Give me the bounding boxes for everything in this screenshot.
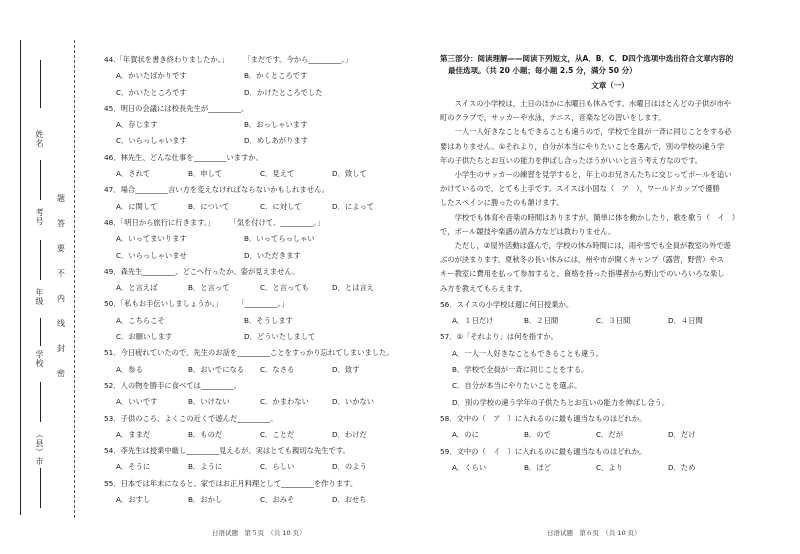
answer-option-row bbox=[440, 365, 780, 375]
passage-line: み方を教えてもらえます。 bbox=[440, 283, 527, 293]
answer-option-row bbox=[104, 136, 424, 146]
answer-option-row bbox=[104, 397, 424, 407]
answer-option: C．と言っても bbox=[260, 283, 309, 293]
answer-option: B．について bbox=[188, 201, 230, 211]
seal-char: 内 bbox=[57, 294, 65, 303]
answer-option-row bbox=[104, 430, 424, 440]
answer-option: C．に対して bbox=[260, 201, 302, 211]
answer-option: B．ように bbox=[188, 462, 223, 472]
question-stem: 55．日本では年末になると、家ではお正月料理として_________を作ります。 bbox=[104, 478, 358, 488]
answer-option: B．いけない bbox=[188, 397, 230, 407]
answer-option: A．１日だけ bbox=[452, 316, 494, 326]
question-stem: 47．場合_________言い方を変えなければならないかもしれません。 bbox=[104, 185, 329, 195]
name-label: 姓名 bbox=[35, 130, 44, 148]
section-subtitle: 最佳选项。（共 20 小题；每小题 2.5 分，满分 50 分） bbox=[448, 66, 637, 75]
question-stem: 51．今日疲れていたので、先生のお話を_________ことをすっかり忘れてしまいました。 bbox=[104, 348, 394, 358]
question-stem: 52．人の物を勝手に食べては_________。 bbox=[104, 380, 241, 390]
answer-option: B．学校で全員が一斉に同じことをする。 bbox=[452, 365, 589, 375]
city-blank-2 bbox=[40, 468, 41, 508]
page-footer-left: 日语试题 第５页 （共 10 页） bbox=[212, 529, 306, 537]
answer-option-row bbox=[104, 316, 424, 326]
passage-line: かけているので，とても上手です。スイスは小国な（ ア ），ワールドカップで優勝 bbox=[440, 184, 720, 194]
question-stem: 59．文中の（ イ ）に入れるのに最も適当なものはどれか。 bbox=[440, 446, 647, 456]
right-question-list bbox=[440, 300, 780, 473]
school-label: 学校 bbox=[35, 350, 44, 368]
answer-option: A．参る bbox=[116, 364, 143, 374]
answer-option: B．いってらっしゃい bbox=[244, 234, 315, 244]
answer-option: C．かいたところです bbox=[116, 87, 187, 97]
answer-option-row bbox=[440, 381, 780, 391]
answer-option: A．おすし bbox=[116, 495, 151, 505]
answer-option: B．ほど bbox=[524, 462, 551, 472]
question-stem: 54．李先生は授業中厳し_________見えるが、実はとても親切な先生です。 bbox=[104, 446, 350, 456]
question-stem: 53．子供のころ、よくこの近くで遊んだ_________。 bbox=[104, 413, 278, 423]
passage-line: したスペインに勝ったのも頷けます。 bbox=[440, 198, 564, 208]
answer-option-row bbox=[104, 332, 424, 342]
answer-option: B．おかし bbox=[188, 495, 223, 505]
answer-option: B．おっしゃいます bbox=[244, 120, 308, 130]
answer-option: D．のよう bbox=[332, 462, 367, 472]
passage-line: ぶのが決まります。夏秋冬の長い休みには，州や市が開くキャンプ（露营，野营）やス bbox=[440, 255, 724, 265]
question-stem: 56．スイスの小学校は週に何日授業か。 bbox=[440, 299, 574, 309]
answer-option: C．お願いします bbox=[116, 332, 173, 342]
class-blank bbox=[40, 240, 41, 280]
answer-option: A．一人一人好きなこともできることも違う。 bbox=[452, 348, 603, 358]
answer-option: A．存じます bbox=[116, 120, 158, 130]
number-label: 考号 bbox=[35, 208, 44, 226]
answer-option: D．致して bbox=[332, 169, 367, 179]
answer-option: D．ため bbox=[668, 462, 696, 472]
answer-option-row bbox=[440, 398, 780, 408]
answer-option-row bbox=[440, 349, 780, 359]
seal-char: 题 bbox=[57, 194, 65, 203]
passage-line: ただし，②屋外活動は盛んで，学校の休み時間には，雨や雪でも全員が教室の外で遊 bbox=[440, 241, 731, 251]
answer-option: A．かいたばかりです bbox=[116, 71, 187, 81]
answer-option: B．ので bbox=[524, 430, 551, 440]
binding-margin bbox=[0, 0, 92, 554]
answer-option: D．いかない bbox=[332, 397, 375, 407]
answer-option: D．４日間 bbox=[668, 316, 703, 326]
answer-option: C．自分が本当にやりたいことを選ぶ。 bbox=[452, 381, 582, 391]
answer-option: A．と言えば bbox=[116, 283, 158, 293]
answer-option-row bbox=[104, 88, 424, 98]
answer-option: C．なさる bbox=[260, 364, 295, 374]
answer-option: C．より bbox=[596, 462, 623, 472]
answer-option: D．致す bbox=[332, 364, 360, 374]
answer-option: D．どういたしまして bbox=[244, 332, 316, 342]
question-stem: 48．「明日から旅行に行きます。」 「気を付けて、_________。」 bbox=[104, 217, 325, 227]
answer-option: D．によって bbox=[332, 201, 375, 211]
answer-option: A．そうに bbox=[116, 462, 151, 472]
passage-line: 要はありません。①それより，自分が本当にやりたいことを選んで，別の学校の違う学 bbox=[440, 141, 725, 151]
answer-option-row bbox=[104, 71, 424, 81]
answer-option: D．とは言え bbox=[332, 283, 375, 293]
answer-option: B．そうします bbox=[244, 315, 293, 325]
answer-option-row bbox=[104, 120, 424, 130]
answer-option: A．のに bbox=[452, 430, 479, 440]
answer-option-row bbox=[104, 283, 424, 293]
seal-char: 不 bbox=[57, 269, 65, 278]
answer-option: D．めしあがります bbox=[244, 136, 308, 146]
answer-option: C．だが bbox=[596, 430, 623, 440]
answer-option: D．だけ bbox=[668, 430, 696, 440]
answer-option: C．いらっしゃいます bbox=[116, 136, 187, 146]
answer-option: C．見えて bbox=[260, 169, 295, 179]
answer-option: D．かけたところでした bbox=[244, 87, 323, 97]
answer-option-row bbox=[440, 316, 780, 326]
seal-char: 答 bbox=[57, 219, 65, 228]
section-title: 第三部分：阅读理解——阅读下列短文，从A．B．C．D四个选项中选出符合文章内容的 bbox=[440, 54, 734, 63]
answer-option: D．別の学校の違う学年の子供たちとお互いの能力を伸ばし合う。 bbox=[452, 397, 670, 407]
answer-option: A．に関して bbox=[116, 201, 158, 211]
question-stem: 46．林先生、どんな仕事を_________いますか。 bbox=[104, 152, 263, 162]
answer-option-row bbox=[104, 234, 424, 244]
answer-option: B．おいでになる bbox=[188, 364, 245, 374]
passage-line: キー教室に費用を払って参加すると，資格を持った指導者から野山でのいろいろな楽し bbox=[440, 269, 725, 279]
answer-option-row bbox=[104, 495, 424, 505]
margin-border-line bbox=[20, 40, 21, 515]
answer-option: A．いってまいります bbox=[116, 234, 187, 244]
passage-line: 年の子供たちとお互いの能力を伸ばし合ったほうがいいと言う考え方なのです。 bbox=[440, 155, 703, 165]
answer-option-row bbox=[440, 430, 780, 440]
seal-dashed-line bbox=[74, 40, 75, 518]
answer-option: B．２日間 bbox=[524, 316, 559, 326]
passage-line: 小学生のサッカーの練習を見学すると，年上のお兄さんたちに交じってボールを追い bbox=[440, 170, 732, 180]
seal-char: 封 bbox=[57, 344, 65, 353]
answer-option: C．おみそ bbox=[260, 495, 295, 505]
answer-option: B．かくところです bbox=[244, 71, 308, 81]
answer-option: D．いただきます bbox=[244, 250, 301, 260]
school-blank bbox=[40, 318, 41, 346]
answer-option-row bbox=[104, 462, 424, 472]
page-footer-right: 日语试题 第６页 （共 10 页） bbox=[547, 529, 641, 537]
passage-line: 町のクラブで，サッカーや水泳，テニス，音楽などの習いをします。 bbox=[440, 113, 666, 123]
name-blank bbox=[40, 60, 41, 108]
right-reading-column bbox=[440, 53, 780, 479]
answer-option: C．かまわない bbox=[260, 397, 309, 407]
answer-option: D．わけだ bbox=[332, 429, 367, 439]
passage-line: で，ボール競技や楽譜の読み方などは教わりません。 bbox=[440, 226, 616, 236]
question-stem: 58．文中の（ ア ）に入れるのに最も適当なものはどれか。 bbox=[440, 413, 647, 423]
question-stem: 50．「私もお手伝いしましょうか。」 「_________。」 bbox=[104, 299, 289, 309]
city-blank bbox=[40, 382, 41, 422]
answer-option: A．こちらこそ bbox=[116, 315, 165, 325]
city-label: （县）市 bbox=[35, 430, 44, 466]
question-stem: 49．森先生_________、どこへ行ったか、姿が見えません。 bbox=[104, 266, 300, 276]
question-stem: 44.「年賀状を書き終わりましたか。」 「まだです。今から_________。」 bbox=[104, 55, 353, 64]
answer-option: C．３日間 bbox=[596, 316, 631, 326]
answer-option: D．おせち bbox=[332, 495, 367, 505]
question-stem: 45．明日の会議には校長先生が_________。 bbox=[104, 103, 249, 113]
passage-body bbox=[440, 97, 780, 296]
answer-option: A．いいです bbox=[116, 397, 158, 407]
answer-option-row bbox=[104, 251, 424, 261]
answer-option: B．ものだ bbox=[188, 429, 223, 439]
answer-option: B．申して bbox=[188, 169, 223, 179]
left-question-column bbox=[104, 55, 424, 511]
answer-option: C．いらっしゃいませ bbox=[116, 250, 187, 260]
number-blank bbox=[40, 160, 41, 200]
question-stem: 57．①「それより」は何を指すか。 bbox=[440, 332, 558, 342]
passage-title: 文章（一） bbox=[591, 81, 629, 90]
answer-option: A．ままだ bbox=[116, 429, 151, 439]
answer-option-row bbox=[104, 202, 424, 212]
answer-option-row bbox=[104, 169, 424, 179]
passage-line: 学校でも体育や音楽の時間はありますが，簡単に体を動かしたり，歌を歌う（ イ ） bbox=[440, 212, 740, 222]
answer-option: A．されて bbox=[116, 169, 151, 179]
class-label: 年级 bbox=[35, 288, 44, 306]
passage-line: 一人一人好きなこともできることも違うので，学校で全員が一斉に同じことをする必 bbox=[440, 127, 732, 137]
answer-option: A．くらい bbox=[452, 462, 487, 472]
seal-char: 要 bbox=[57, 244, 65, 253]
seal-char: 密 bbox=[57, 369, 65, 378]
answer-option: C．ことだ bbox=[260, 429, 295, 439]
seal-char: 线 bbox=[57, 319, 65, 328]
answer-option-row bbox=[104, 365, 424, 375]
passage-line: スイスの小学校は，土日のほかに水曜日も休みです。水曜日はほとんどの子供が市や bbox=[440, 99, 732, 108]
answer-option: C．らしい bbox=[260, 462, 295, 472]
answer-option-row bbox=[440, 463, 780, 473]
answer-option: B．と言って bbox=[188, 283, 230, 293]
